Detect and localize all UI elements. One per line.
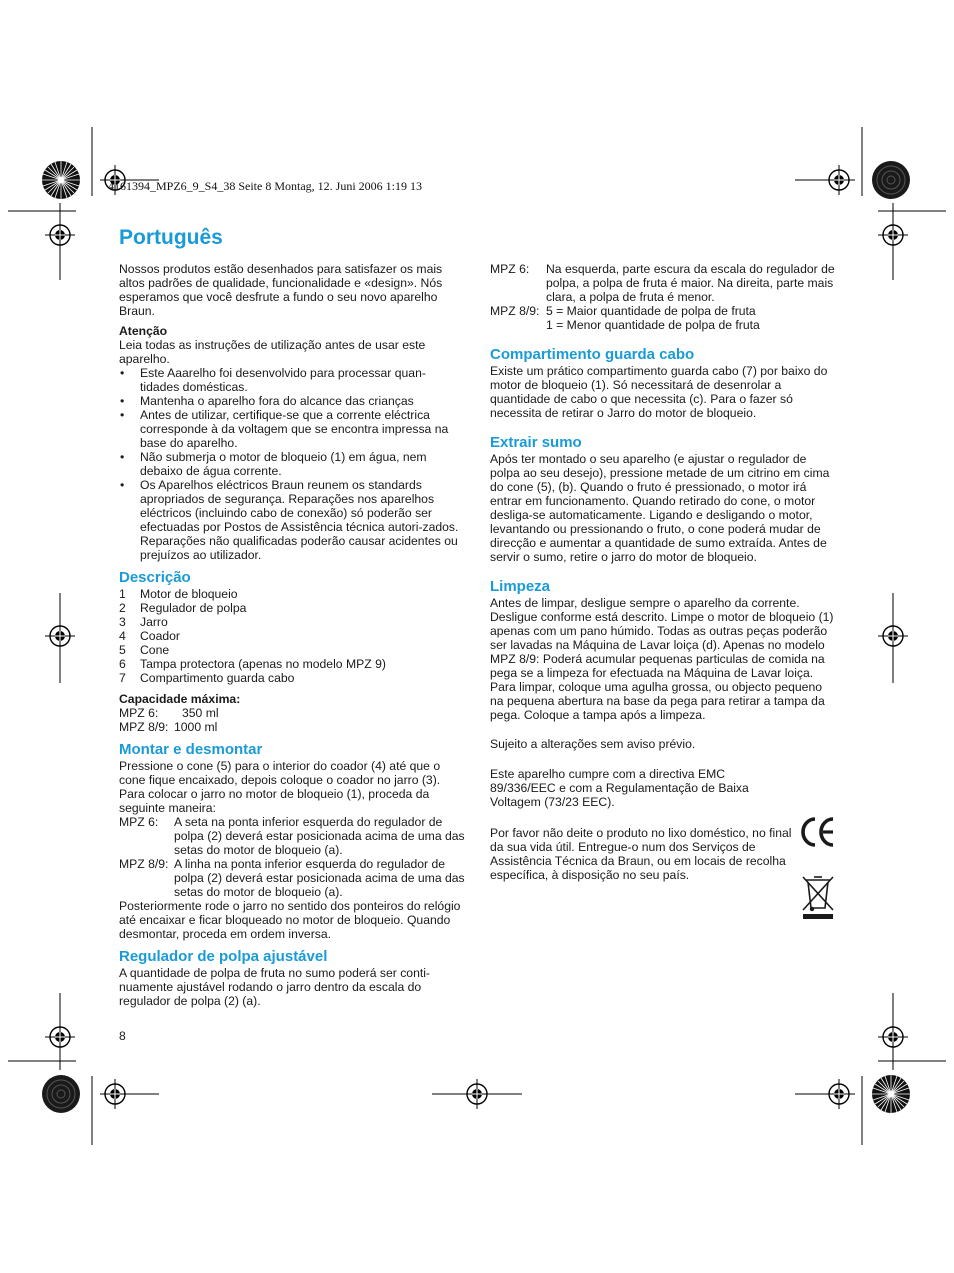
print-slug: 4161394_MPZ6_9_S4_38 Seite 8 Montag, 12. Juni 2006 1:19 13 bbox=[108, 179, 423, 193]
item-text: Regulador de polpa bbox=[140, 601, 247, 615]
item-number: 2 bbox=[119, 601, 126, 615]
emc-text: Este aparelho cumpre com a directiva EMC 89/336/EEC e com a Regulamentação de Baixa Voltagem (73/23 EEC). bbox=[490, 767, 749, 809]
model-text: A seta na ponta inferior esquerda do regulador de polpa (2) deverá estar posicionada acima de uma das setas do motor de bloqueio (a). bbox=[174, 815, 465, 857]
cable-text: Existe um prático compartimento guarda cabo (7) por baixo do motor de bloqueio (1). Só necessitará de desenrolar a quantidade de cabo o que necessita (c). Para o fazer só necessita de retirar o Jarro do motor de bloqueio. bbox=[490, 364, 828, 420]
intro-paragraph: Nossos produtos estão desenhados para satisfazer os mais altos padrões de qualidade, funcionalidade e «design». Nós esperamos que você desfrute a fundo o seu novo aparelho Braun. bbox=[119, 262, 443, 318]
pulp-text: A quantidade de polpa de fruta no sumo poderá ser conti-nuamente ajustável rodando o jarro dentro da escala do regulador de polpa (2) (a). bbox=[119, 966, 430, 1008]
section-heading-assembly: Montar e desmontar bbox=[119, 741, 263, 758]
model-label bbox=[490, 318, 546, 332]
item-text: Coador bbox=[140, 629, 180, 643]
model-label: MPZ 8/9: bbox=[490, 304, 540, 318]
model-text: 1 = Menor quantidade de polpa de fruta bbox=[546, 318, 760, 332]
pulp-model-row bbox=[490, 262, 838, 304]
item-text: Tampa protectora (apenas no modelo MPZ 9) bbox=[140, 657, 386, 671]
description-item bbox=[119, 671, 465, 685]
section-heading-cable: Compartimento guarda cabo bbox=[490, 346, 695, 363]
capacity-value: 350 ml bbox=[182, 706, 219, 720]
pulp-model-row bbox=[490, 318, 838, 332]
right-column bbox=[490, 262, 838, 882]
item-text: Motor de bloqueio bbox=[140, 587, 238, 601]
section-heading-cleaning: Limpeza bbox=[490, 578, 551, 595]
attention-bullet: • Antes de utilizar, certifique-se que a corrente eléctrica corresponde à da voltagem que se encontra impressa na base do aparelho. bbox=[119, 408, 465, 450]
assembly-model-row bbox=[119, 857, 465, 899]
model-label: MPZ 6: bbox=[119, 706, 159, 720]
juice-text: Após ter montado o seu aparelho (e ajustar o regulador de polpa ao seu desejo), pressione metade de um citrino em cima do cone (5), (b). Quando o fruto é pressionado, o motor irá entrar em funcionamento. Quando retirado do cone, o motor desliga-se automaticamente. Ligando e desligando o motor, levantando ou pressionando o fruto, o cone poderá mudar de direcção e aumentar a quantidade de sumo extraída. Antes de servir o sumo, retire o jarro do motor de bloqueio. bbox=[490, 452, 830, 564]
pulp-model-row bbox=[490, 304, 838, 318]
item-number: 1 bbox=[119, 587, 126, 601]
section-heading-pulp: Regulador de polpa ajustável bbox=[119, 948, 328, 965]
item-text: Jarro bbox=[140, 615, 168, 629]
assembly-text: Posteriormente rode o jarro no sentido dos ponteiros do relógio até encaixar e ficar bloqueado no motor de bloqueio. Quando desmontar, proceda em ordem inversa. bbox=[119, 899, 461, 941]
attention-text: Leia todas as instruções de utilização antes de usar este aparelho. bbox=[119, 338, 426, 366]
description-item bbox=[119, 629, 465, 643]
capacity-heading: Capacidade máxima: bbox=[119, 692, 241, 706]
page-number: 8 bbox=[119, 1029, 126, 1043]
model-text: A linha na ponta inferior esquerda do regulador de polpa (2) deverá estar posicionada acima de uma das setas do motor de bloqueio (a). bbox=[174, 857, 465, 899]
assembly-model-row bbox=[119, 815, 465, 857]
attention-heading: Atenção bbox=[119, 324, 168, 338]
model-label: MPZ 8/9: bbox=[119, 857, 169, 871]
item-number: 6 bbox=[119, 657, 126, 671]
crossed-bin-icon bbox=[800, 874, 836, 922]
description-item bbox=[119, 657, 465, 671]
model-text: 5 = Maior quantidade de polpa de fruta bbox=[546, 304, 756, 318]
attention-bullet: • Mantenha o aparelho fora do alcance das crianças bbox=[119, 394, 465, 408]
capacity-row bbox=[119, 720, 465, 734]
attention-bullet: • Não submerja o motor de bloqueio (1) em água, nem debaixo de água corrente. bbox=[119, 450, 465, 478]
section-heading-description: Descrição bbox=[119, 569, 191, 586]
cleaning-text: Antes de limpar, desligue sempre o aparelho da corrente. Desligue conforme está descrito. Limpe o motor de bloqueio (1) apenas com um pano húmido. Todas as outras peças poderão ser lavadas na Máquina de Lavar loiça (d). Apenas no modelo MPZ 8/9: Poderá acumular pequenas particulas de comida na pega se a limpeza for efectuada na Máquina de Lavar loiça. Para limpar, coloque uma agulha grossa, ou objecto pequeno na pequena abertura na base da pega para retirar a tampa da pega. Coloque a tampa após a limpeza. bbox=[490, 596, 834, 722]
notice-text: Sujeito a alterações sem aviso prévio. bbox=[490, 737, 696, 751]
assembly-text: Pressione o cone (5) para o interior do coador (4) até que o cone fique encaixado, depois coloque o coador no jarro (3). Para colocar o jarro no motor de bloqueio (1), proceda da seguinte maneira: bbox=[119, 759, 441, 815]
description-item bbox=[119, 587, 465, 601]
model-text: Na esquerda, parte escura da escala do regulador de polpa, a polpa de fruta é maior. Na direita, parte mais clara, a polpa de fruta é menor. bbox=[546, 262, 835, 304]
model-label: MPZ 6: bbox=[490, 262, 530, 276]
attention-bullet: • Os Aparelhos eléctricos Braun reunem os standards apropriados de segurança. Reparações nos aparelhos eléctricos (incluindo cabo de conexão) só poderão ser efectuadas por Postos de Assistência técnica autori-zados. Reparações não qualificadas poderão causar acidentes ou prejuízos ao utilizador. bbox=[119, 478, 465, 562]
description-item bbox=[119, 601, 465, 615]
item-text: Cone bbox=[140, 643, 170, 657]
capacity-value: 1000 ml bbox=[174, 720, 218, 734]
item-number: 7 bbox=[119, 671, 126, 685]
ce-mark-icon bbox=[800, 815, 836, 849]
capacity-row bbox=[119, 706, 465, 720]
item-number: 5 bbox=[119, 643, 126, 657]
section-heading-juice: Extrair sumo bbox=[490, 434, 582, 451]
description-item bbox=[119, 643, 465, 657]
attention-bullet: • Este Aaarelho foi desenvolvido para processar quan-tidades domésticas. bbox=[119, 366, 465, 394]
item-number: 3 bbox=[119, 615, 126, 629]
page-title: Português bbox=[119, 226, 223, 249]
model-label: MPZ 6: bbox=[119, 815, 159, 829]
model-label: MPZ 8/9: bbox=[119, 720, 169, 734]
left-column bbox=[119, 262, 465, 1008]
item-text: Compartimento guarda cabo bbox=[140, 671, 295, 685]
description-item bbox=[119, 615, 465, 629]
item-number: 4 bbox=[119, 629, 126, 643]
disposal-text: Por favor não deite o produto no lixo doméstico, no final da sua vida útil. Entregue-o num dos Serviços de Assistência Técnica da Braun, ou em locais de recolha específica, à disposição no seu país. bbox=[490, 826, 792, 882]
